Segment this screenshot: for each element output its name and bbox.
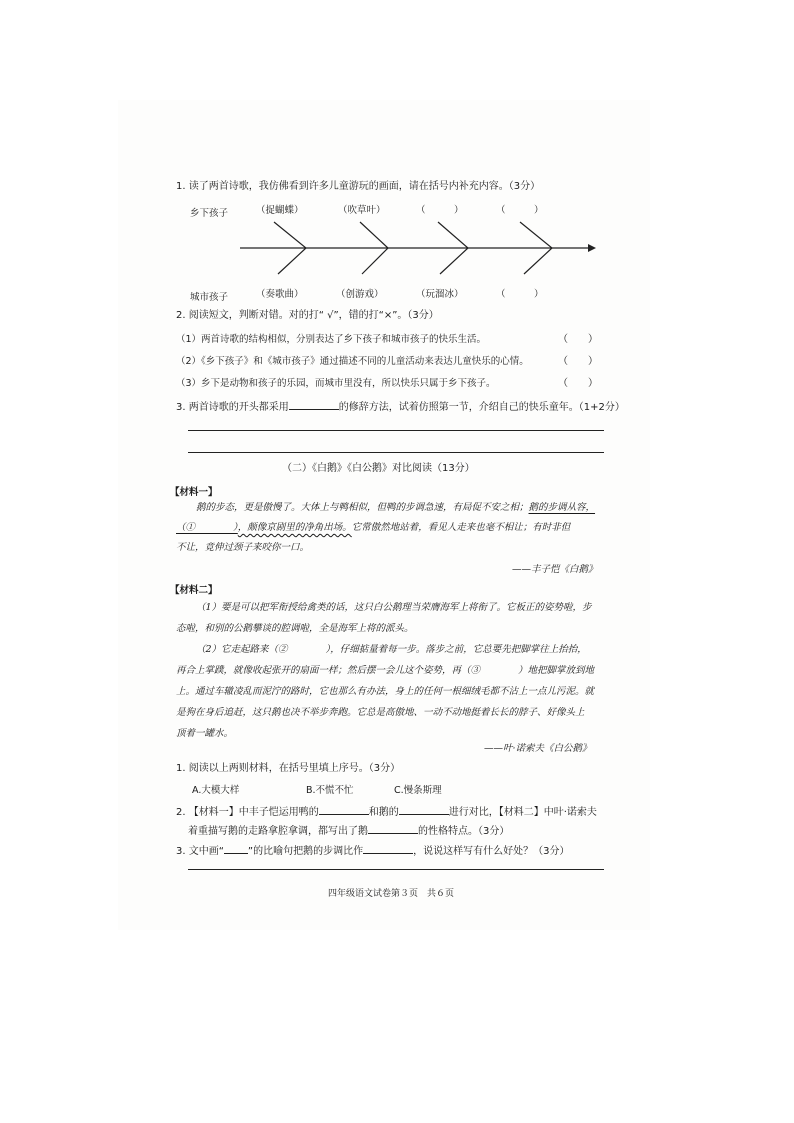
m1-line-2-c: 它常傲然地站着，看见人走来也毫不相让；有时非但 bbox=[351, 522, 571, 533]
top-item-4: （ ） bbox=[496, 205, 544, 216]
q3-text-after: 的修辞方法，试着仿照第一节，介绍自己的快乐童年。（1+2分） bbox=[338, 402, 625, 413]
p2-q3-t3: ，说说这样写有什么好处？（3分） bbox=[413, 846, 570, 857]
arrow-head-icon bbox=[588, 244, 596, 252]
p2-q3-number: 3. bbox=[176, 846, 186, 857]
q1-number: 1. bbox=[176, 181, 186, 192]
m2-p2-line-1: （2）它走起路来（② ），仔细掂量着每一步。落步之前，它总要先把脚掌往上抬抬， bbox=[196, 644, 587, 655]
material-1-text bbox=[176, 498, 612, 558]
fishbone-diagram bbox=[236, 220, 598, 276]
q2-item-3: （3）乡下是动物和孩子的乐园，而城市里没有，所以快乐只属于乡下孩子。 bbox=[176, 378, 496, 389]
p2-q3-blank-1[interactable] bbox=[224, 842, 248, 854]
material-1-label: 【材料一】 bbox=[170, 487, 218, 498]
p2-q2-t4: 着重描写鹅的走路拿腔拿调，都写出了鹅 bbox=[188, 826, 368, 837]
p2-q1-text: 阅读以上两则材料，在括号里填上序号。（3分） bbox=[188, 763, 401, 774]
p2-q3-blank-2[interactable] bbox=[363, 842, 413, 854]
top-item-3: （ ） bbox=[416, 205, 464, 216]
m1-line-2 bbox=[176, 518, 612, 538]
q2-text: 阅读短文，判断对错。对的打“ √”，错的打“×”。（3分） bbox=[188, 310, 439, 321]
p2-q2-blank-2[interactable] bbox=[399, 803, 449, 815]
m1-underlined-phrase: 鹅的步调从容， bbox=[528, 502, 596, 513]
option-a: A.大模大样 bbox=[192, 785, 240, 796]
p2-q2-t2: 和鹅的 bbox=[368, 807, 399, 818]
material-2-label: 【材料二】 bbox=[170, 585, 218, 596]
m2-p1-line-1: （1）要是可以把军衔授给禽类的话，这只白公鹅理当荣膺海军上将衔了。它板正的姿势啦，步 bbox=[196, 602, 592, 613]
m2-p2-line-2: 再合上掌蹼，就像收起张开的扇面一样；然后摆一会儿这个姿势，再（③ ）地把脚掌放到地 bbox=[176, 665, 595, 676]
m1-line-1-a: 鹅的步态，更是傲慢了。大体上与鸭相似，但鸭的步调急速，有局促不安之相； bbox=[196, 502, 529, 513]
p2-q2-blank-3[interactable] bbox=[368, 822, 418, 834]
label-city-kids: 城市孩子 bbox=[190, 292, 229, 303]
p2-q2-t3: 进行对比，【材料二】中叶·诺索夫 bbox=[448, 807, 597, 818]
p2-q2-line-1 bbox=[176, 803, 597, 820]
bottom-item-3: （玩溜冰） bbox=[416, 289, 464, 300]
p2-q2-blank-1[interactable] bbox=[319, 803, 369, 815]
q2-answer-3[interactable]: （ ） bbox=[558, 378, 598, 389]
q2-answer-1[interactable]: （ ） bbox=[558, 334, 598, 345]
q1-text: 读了两首诗歌，我仿佛看到许多儿童游玩的画面，请在括号内补充内容。（3分） bbox=[188, 181, 541, 192]
q3-answer-line-1[interactable] bbox=[188, 430, 604, 431]
top-item-1: （捉蝴蝶） bbox=[256, 205, 304, 216]
option-c: C.慢条斯理 bbox=[394, 785, 442, 796]
q2-number: 2. bbox=[176, 310, 186, 321]
p2-q3-answer-line[interactable] bbox=[188, 869, 604, 870]
m2-p2-line-5: 顶着一罐水。 bbox=[176, 728, 234, 739]
q3-line bbox=[176, 398, 625, 415]
label-country-kids: 乡下孩子 bbox=[190, 208, 229, 219]
material-2-text bbox=[176, 597, 612, 744]
page-footer: 四年级语文试卷第３页 共６页 bbox=[328, 889, 455, 899]
q2-item-1: （1）两首诗歌的结构相似，分别表达了乡下孩子和城市孩子的快乐生活。 bbox=[176, 334, 487, 345]
q1-line bbox=[176, 180, 540, 194]
p2-q3-t2: ”的比喻句把鹅的步调比作 bbox=[247, 846, 364, 857]
p2-q2-line-2 bbox=[188, 822, 509, 839]
top-item-2: （吹草叶） bbox=[338, 205, 386, 216]
m1-wavy-phrase: ，颇像京剧里的净角出场。 bbox=[237, 522, 352, 533]
p2-q1-number: 1. bbox=[176, 763, 186, 774]
material-1-source: ——丰子恺《白鹅》 bbox=[512, 564, 598, 575]
q3-text-before: 两首诗歌的开头都采用 bbox=[188, 402, 289, 413]
p2-q3-line bbox=[176, 842, 569, 859]
p2-q3-t1: 文中画“ bbox=[188, 846, 224, 857]
q3-number: 3. bbox=[176, 402, 186, 413]
option-b: B.不慌不忙 bbox=[306, 785, 354, 796]
q3-answer-line-2[interactable] bbox=[188, 452, 604, 453]
m1-line-3: 不让，竟伸过颈子来咬你一口。 bbox=[176, 542, 310, 553]
m1-blank-1[interactable]: （① ） bbox=[176, 522, 238, 533]
m2-p2-line-4: 是狗在身后追赶，这只鹅也决不举步奔跑。它总是高傲地、一动不动地挺着长长的脖子、好像头上 bbox=[176, 707, 585, 718]
bottom-item-2: （创游戏） bbox=[336, 289, 384, 300]
q2-answer-2[interactable]: （ ） bbox=[558, 356, 598, 367]
q2-item-2: （2）《乡下孩子》和《城市孩子》通过描述不同的儿童活动来表达儿童快乐的心情。 bbox=[176, 356, 529, 367]
m2-p2-line-3: 上。通过车辙凌乱而泥泞的路时，它也那么有办法，身上的任何一根细绒毛都不沾上一点儿污泥。就 bbox=[176, 686, 595, 697]
m1-line-1 bbox=[176, 498, 612, 518]
bottom-item-4: （ ） bbox=[496, 289, 544, 300]
m2-p1-line-2: 态啦，和别的公鹅攀谈的腔调啦，全是海军上将的派头。 bbox=[176, 623, 414, 634]
p2-q2-t5: 的性格特点。（3分） bbox=[418, 826, 510, 837]
p2-q2-t1: 【材料一】中丰子恺运用鸭的 bbox=[188, 807, 319, 818]
q2-line bbox=[176, 309, 439, 323]
material-2-source: ——叶·诺索夫《白公鹅》 bbox=[484, 743, 592, 754]
p2-q1-line bbox=[176, 762, 400, 776]
p2-q2-number: 2. bbox=[176, 807, 186, 818]
bottom-item-1: （奏歌曲） bbox=[256, 289, 304, 300]
section-heading: （二）《白鹅》《白公鹅》对比阅读（13分） bbox=[282, 463, 475, 474]
q3-blank[interactable] bbox=[289, 398, 339, 410]
